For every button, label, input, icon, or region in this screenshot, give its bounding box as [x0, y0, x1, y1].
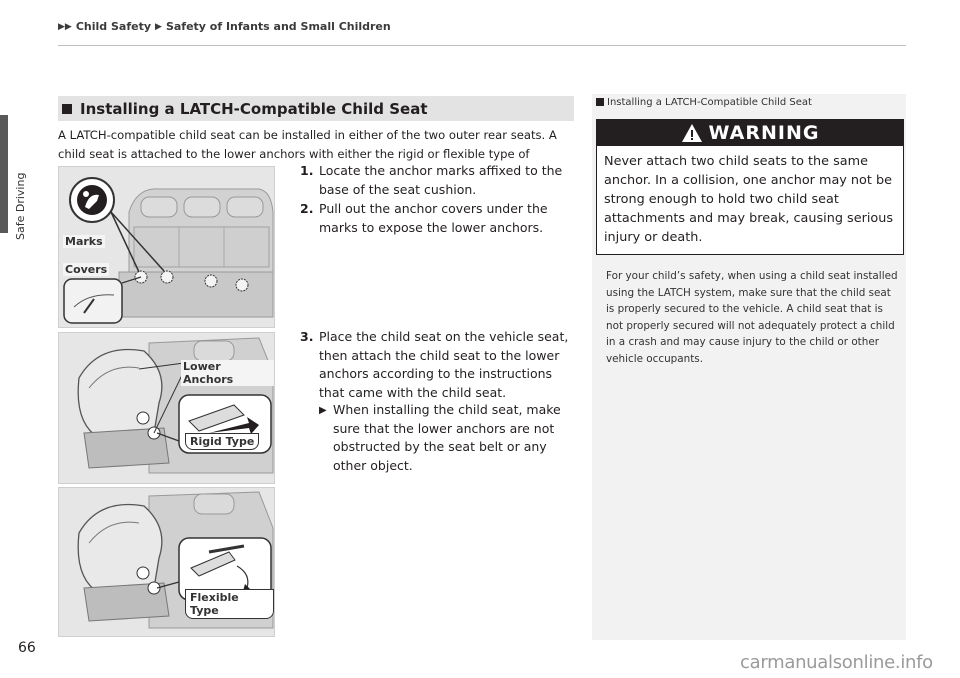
label-lower-anchors: Lower Anchors	[181, 360, 274, 386]
side-tab-marker	[0, 115, 8, 233]
breadcrumb-item-child-safety[interactable]: Child Safety	[75, 20, 152, 33]
square-bullet-icon	[62, 104, 72, 114]
warning-text: Never attach two child seats to the same anchor. In a collision, one anchor may not be strong enough to hold two child seat attachments and may break, causing serious injury or death.	[604, 154, 893, 245]
header-divider	[58, 45, 906, 46]
intro-paragraph: A LATCH-compatible child seat can be installed in either of the two outer rear seats. A child seat is attached to the lower anchors with either the rigid or flexible type of	[58, 128, 557, 161]
step-3	[300, 328, 580, 402]
step-1	[300, 162, 580, 199]
label-flexible-type: Flexible Type	[185, 589, 274, 619]
warning-header	[596, 119, 904, 146]
breadcrumb-item-safety-infants[interactable]: Safety of Infants and Small Children	[165, 20, 391, 33]
step-number: 3.	[300, 329, 314, 344]
arrow-icon: ▶	[155, 21, 162, 32]
breadcrumb	[58, 20, 391, 33]
figure-flexible-type	[58, 487, 275, 637]
figure-rigid-type	[58, 332, 275, 484]
figure-anchor-marks	[58, 166, 275, 328]
step-text: Pull out the anchor covers under the marks to expose the lower anchors.	[319, 201, 548, 235]
section-heading	[58, 96, 574, 121]
label-covers: Covers	[65, 263, 108, 276]
arrow-icon: ▶	[319, 405, 327, 416]
substep-note	[319, 401, 577, 475]
label-marks: Marks	[65, 235, 103, 248]
step-2	[300, 200, 580, 237]
page-number: 66	[18, 640, 36, 656]
step-text: Place the child seat on the vehicle seat, then attach the child seat to the lower anchors according to the instructions that came with the child seat.	[319, 329, 569, 400]
note-body: For your child’s safety, when using a child seat installed using the LATCH system, make sure that the child seat is properly secured to the vehicle. A child seat that is not properly secured will not adequately protect a child in a crash and may cause injury to the child or other vehicle occupants.	[606, 270, 898, 365]
note-marker-icon	[596, 98, 604, 106]
section-title: Installing a LATCH-Compatible Child Seat	[80, 99, 428, 118]
warning-triangle-icon	[681, 123, 703, 143]
substep-text: When installing the child seat, make sure that the lower anchors are not obstructed by the seat belt or any other object.	[333, 402, 561, 473]
double-arrow-icon: ▶▶	[58, 21, 72, 32]
side-tab-label: Safe Driving	[14, 172, 27, 240]
step-number: 1.	[300, 163, 314, 178]
label-rigid-type: Rigid Type	[185, 433, 259, 450]
note-heading: Installing a LATCH-Compatible Child Seat	[596, 97, 812, 108]
rigid-connector-illustration	[59, 333, 274, 483]
footer-watermark: carmanualsonline.info	[740, 652, 933, 673]
warning-title: WARNING	[708, 121, 820, 144]
step-number: 2.	[300, 201, 314, 216]
step-text: Locate the anchor marks affixed to the base of the seat cushion.	[319, 163, 563, 197]
